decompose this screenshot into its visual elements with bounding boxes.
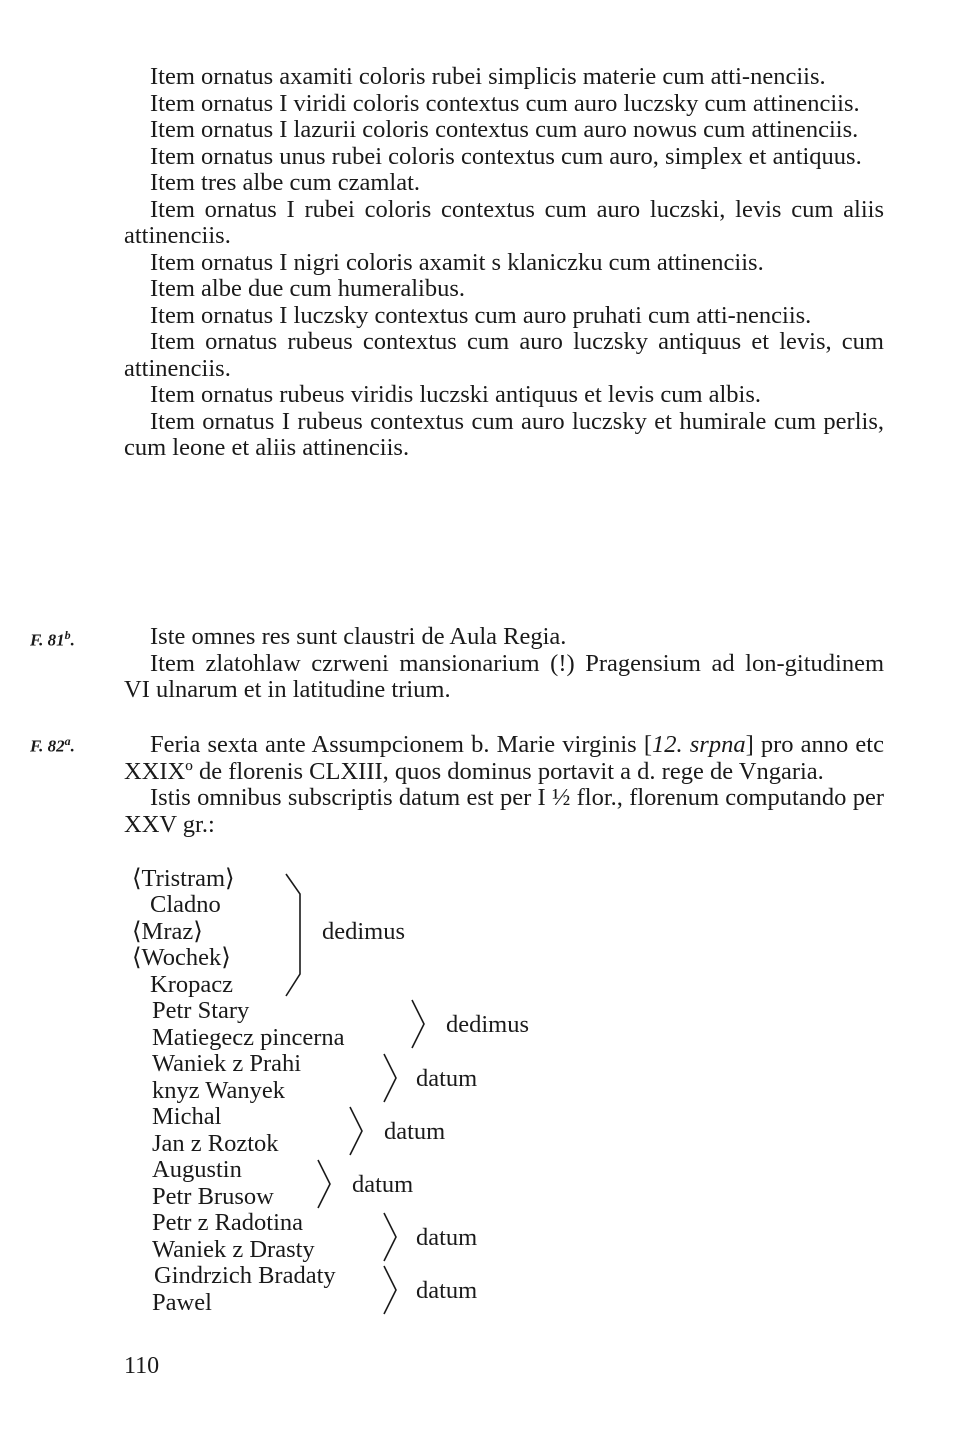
folio-label: F. 82: [30, 736, 65, 756]
name-entry: Petr Stary: [152, 997, 250, 1024]
paragraph: Item ornatus rubeus viridis luczski antiquus et levis cum albis.: [150, 381, 762, 408]
folio-side: b: [64, 628, 71, 642]
paragraph: Item ornatus I rubei coloris contextus cum auro luczski, levis cum aliis attinenciis.: [124, 195, 884, 249]
paragraph: Item ornatus I viridi coloris contextus cum auro luczsky cum attinenciis.: [150, 89, 860, 117]
name-entry: Petr z Radotina: [152, 1209, 304, 1236]
paragraph-text: Feria sexta ante Assumpcionem b. Marie virginis [: [150, 731, 652, 758]
group-label: dedimus: [446, 1011, 530, 1038]
recipients-list: [124, 864, 604, 1324]
group-brace: [406, 996, 430, 1052]
page-number: 110: [124, 1353, 160, 1379]
paragraph: Iste omnes res sunt claustri de Aula Regia.: [150, 623, 567, 650]
group-brace: [312, 1156, 336, 1212]
paragraph: Istis omnibus subscriptis datum est per I ½ flor., florenum computando per XXV gr.:: [124, 784, 884, 838]
folio-suffix: .: [70, 736, 75, 756]
claustri-section: [124, 624, 884, 704]
group-brace: [378, 1262, 402, 1318]
folio-note: [30, 734, 75, 757]
paragraph: Item ornatus rubeus contextus cum auro luczsky antiquus et levis, cum attinenciis.: [124, 328, 884, 382]
name-entry: Gindrzich Bradaty: [154, 1262, 336, 1289]
paragraph: Item zlatohlaw czrweni mansionarium (!) Pragensium ad lon-gitudinem VI ulnarum et in latitudine trium.: [124, 649, 884, 703]
paragraph: Item tres albe cum czamlat.: [150, 169, 421, 196]
name-entry: Waniek z Drasty: [152, 1236, 315, 1263]
group-brace: [378, 1209, 402, 1265]
paragraph-text: ] pro anno etc XXIXº de florenis CLXIII, quos dominus portavit a d. rege de Vngaria.: [124, 731, 884, 785]
paragraph: Item ornatus axamiti coloris rubei simplicis materie cum atti-nenciis.: [150, 63, 826, 90]
name-entry: ⟨Wochek⟩: [132, 944, 231, 971]
name-entry: Pawel: [152, 1289, 212, 1316]
name-entry: Michal: [152, 1103, 222, 1130]
group-brace: [274, 868, 314, 1000]
folio-note: [30, 628, 75, 651]
name-entry: Waniek z Prahi: [152, 1050, 302, 1077]
paragraph: Item ornatus I luczsky contextus cum auro pruhati cum atti-nenciis.: [150, 301, 812, 329]
inventory-list: [124, 64, 884, 462]
group-brace: [378, 1050, 402, 1106]
name-entry: ⟨Mraz⟩: [132, 918, 203, 945]
folio-suffix: .: [70, 630, 75, 650]
name-entry: Petr Brusow: [152, 1183, 274, 1210]
group-label: datum: [384, 1118, 446, 1145]
paragraph: Item ornatus I rubeus contextus cum auro luczsky et humirale cum perlis, cum leone et aliis attinenciis.: [124, 407, 884, 461]
feria-section: [124, 732, 884, 838]
name-entry: Kropacz: [150, 971, 233, 998]
paragraph: Item ornatus I nigri coloris axamit s klaniczku cum attinenciis.: [150, 248, 764, 276]
group-label: datum: [416, 1277, 478, 1304]
group-label: datum: [416, 1224, 478, 1251]
name-entry: Jan z Roztok: [152, 1130, 279, 1157]
name-entry: ⟨Tristram⟩: [132, 865, 235, 892]
paragraph: Item ornatus I lazurii coloris contextus cum auro nowus cum attinenciis.: [150, 116, 859, 143]
name-entry: Augustin: [152, 1156, 242, 1183]
group-label: dedimus: [322, 918, 406, 945]
paragraph: Item ornatus unus rubei coloris contextus cum auro, simplex et antiquus.: [150, 142, 862, 170]
paragraph: [124, 732, 884, 785]
paragraph: Item albe due cum humeralibus.: [150, 275, 465, 302]
group-brace: [344, 1103, 368, 1159]
group-label: datum: [416, 1065, 478, 1092]
group-label: datum: [352, 1171, 414, 1198]
folio-side: a: [64, 734, 71, 748]
name-entry: Cladno: [150, 891, 221, 918]
folio-label: F. 81: [30, 630, 65, 650]
date-annotation: 12. srpna: [651, 731, 746, 758]
name-entry: knyz Wanyek: [152, 1077, 285, 1104]
name-entry: Matiegecz pincerna: [152, 1024, 345, 1051]
